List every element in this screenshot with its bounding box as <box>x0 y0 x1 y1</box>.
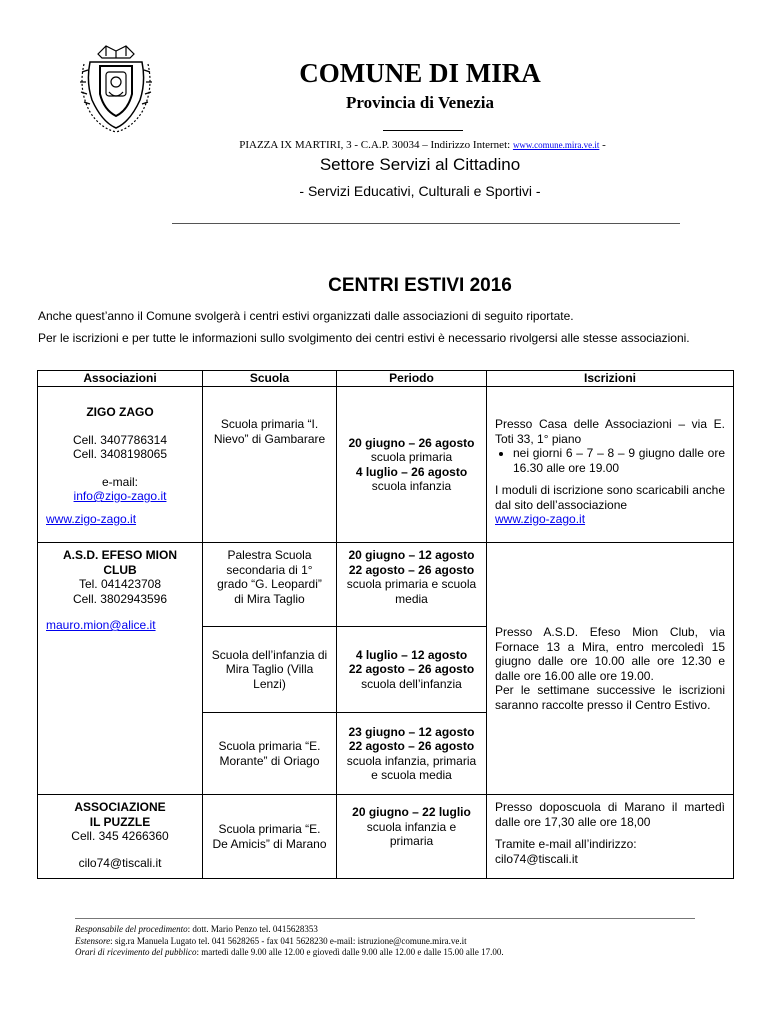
school-cell: Scuola primaria “E. Morante” di Oriago <box>203 713 337 795</box>
intro-paragraph-1: Anche quest’anno il Comune svolgerà i centri estivi organizzati dalle associazioni di seguito riportate. <box>38 309 574 323</box>
association-cell <box>38 543 203 795</box>
period-range: 22 agosto – 26 agosto <box>348 562 475 577</box>
document-title: CENTRI ESTIVI 2016 <box>328 275 512 296</box>
association-email: cilo74@tiscali.it <box>78 855 162 870</box>
association-phone: Cell. 3802943596 <box>72 591 168 606</box>
address-line <box>150 139 695 151</box>
period-range: 4 luglio – 26 agosto <box>355 464 468 479</box>
period-note: scuola primaria <box>370 450 453 464</box>
enrollment-next: Per le settimane successive le iscrizioni saranno raccolte presso il Centro Estivo. <box>495 683 725 712</box>
footer-label: Orari di ricevimento del pubblico <box>75 947 197 957</box>
association-name: IL PUZZLE <box>89 814 151 829</box>
province-subtitle: Provincia di Venezia <box>346 93 494 112</box>
table-row <box>38 387 734 543</box>
period-range: 20 giugno – 22 luglio <box>352 805 471 819</box>
school-cell: Scuola dell’infanzia di Mira Taglio (Villa Lenzi) <box>203 627 337 713</box>
period-note: scuola primaria e scuola media <box>346 577 477 606</box>
period-cell <box>337 543 487 627</box>
association-name: A.S.D. EFESO MION CLUB <box>62 548 177 577</box>
period-note: scuola dell’infanzia <box>361 676 462 691</box>
coat-of-arms-icon <box>76 42 156 134</box>
department-name: Settore Servizi al Cittadino <box>319 155 521 174</box>
footer-label: Responsabile del procedimento <box>75 924 188 934</box>
footer-value: : martedì dalle 9.00 alle 12.00 e giovedì dalle 9.00 alle 12.00 e dalle 15.00 alle 17.00. <box>196 947 504 957</box>
school-cell: Scuola primaria “E. De Amicis” di Marano <box>203 795 337 879</box>
table-header-row <box>38 371 734 387</box>
column-header: Iscrizioni <box>487 371 734 387</box>
header-divider <box>172 223 680 224</box>
association-name: ASSOCIAZIONE <box>74 800 166 814</box>
period-note: scuola infanzia e primaria <box>366 819 457 848</box>
website-link[interactable]: www.zigo-zago.it <box>495 512 586 526</box>
enrollment-place: Presso A.S.D. Efeso Mion Club, via Fornace 13 a Mira, entro mercoledì 15 giugno dalle ore 10.00 alle ore 12.30 e dalle ore 16.00 alle ore 19.00. <box>495 625 725 683</box>
address-text: PIAZZA IX MARTIRI, 3 - C.A.P. 30034 – Indirizzo Internet: <box>239 139 511 151</box>
footer-hours <box>75 947 715 958</box>
period-range: 22 agosto – 26 agosto <box>348 662 475 677</box>
enrollment-cell <box>487 795 734 879</box>
enrollment-modules: I moduli di iscrizione sono scaricabili anche dal sito dell’associazione <box>495 483 725 512</box>
table-row <box>38 543 734 627</box>
association-name: ZIGO ZAGO <box>86 405 154 419</box>
website-link[interactable]: www.comune.mira.ve.it <box>512 140 600 150</box>
website-link[interactable]: www.zigo-zago.it <box>46 511 137 526</box>
enrollment-cell <box>487 387 734 543</box>
association-phone: Cell. 3408198065 <box>72 447 168 461</box>
footer-divider <box>75 918 695 919</box>
period-cell <box>337 387 487 543</box>
period-note: scuola infanzia <box>371 479 452 493</box>
enrollment-mail: cilo74@tiscali.it <box>495 851 578 866</box>
column-header: Periodo <box>337 371 487 387</box>
footer-value: : dott. Mario Penzo tel. 0415628353 <box>187 924 318 934</box>
intro-paragraph-2: Per le iscrizioni e per tutte le informazioni sullo svolgimento dei centri estivi è necessario rivolgersi alle stesse associazioni. <box>38 331 690 345</box>
municipality-title: COMUNE DI MIRA <box>299 58 541 88</box>
email-link[interactable]: info@zigo-zago.it <box>73 489 167 503</box>
footer-label: Estensore <box>75 936 111 946</box>
address-dash: - <box>602 139 606 151</box>
period-cell <box>337 713 487 795</box>
footer-responsible <box>75 924 715 935</box>
school-cell: Scuola primaria “I. Nievo” di Gambarare <box>203 387 337 543</box>
period-note: scuola infanzia, primaria e scuola media <box>346 753 477 782</box>
association-cell <box>38 795 203 879</box>
enrollment-cell <box>487 543 734 795</box>
association-phone: Cell. 345 4266360 <box>71 829 169 843</box>
period-range: 20 giugno – 26 agosto <box>348 435 475 450</box>
school-cell: Palestra Scuola secondaria di 1° grado “G. Leopardi” di Mira Taglio <box>203 543 337 627</box>
enrollment-place: Presso doposcuola di Marano il martedì dalle ore 17,30 alle ore 18,00 <box>495 800 725 829</box>
services-name: - Servizi Educativi, Culturali e Sportivi - <box>299 183 541 199</box>
period-cell <box>337 795 487 879</box>
table-row <box>38 795 734 879</box>
period-range: 20 giugno – 12 agosto <box>348 548 475 562</box>
enrollment-place: Presso Casa delle Associazioni – via E. Toti 33, 1° piano <box>495 417 725 446</box>
enrollment-days: • nei giorni 6 – 7 – 8 – 9 giugno dalle ore 16.30 alle ore 19.00 <box>513 446 725 475</box>
column-header: Scuola <box>203 371 337 387</box>
email-link[interactable]: mauro.mion@alice.it <box>46 618 156 632</box>
association-phone: Tel. 041423708 <box>78 577 162 591</box>
period-range: 4 luglio – 12 agosto <box>355 647 468 662</box>
summer-centers-table <box>37 370 733 879</box>
period-range: 23 giugno – 12 agosto <box>348 724 475 739</box>
title-divider <box>383 130 463 131</box>
column-header: Associazioni <box>38 371 203 387</box>
association-cell <box>38 387 203 543</box>
enrollment-mail-label: Tramite e-mail all’indirizzo: <box>495 837 637 851</box>
period-cell <box>337 627 487 713</box>
footer-value: : sig.ra Manuela Lugato tel. 041 5628265 - fax 041 5628230 e-mail: istruzione@comune.mira.ve.it <box>110 936 467 946</box>
footer-author <box>75 936 715 947</box>
period-range: 22 agosto – 26 agosto <box>348 739 475 753</box>
email-label: e-mail: <box>101 474 138 489</box>
association-phone: Cell. 3407786314 <box>72 432 168 447</box>
